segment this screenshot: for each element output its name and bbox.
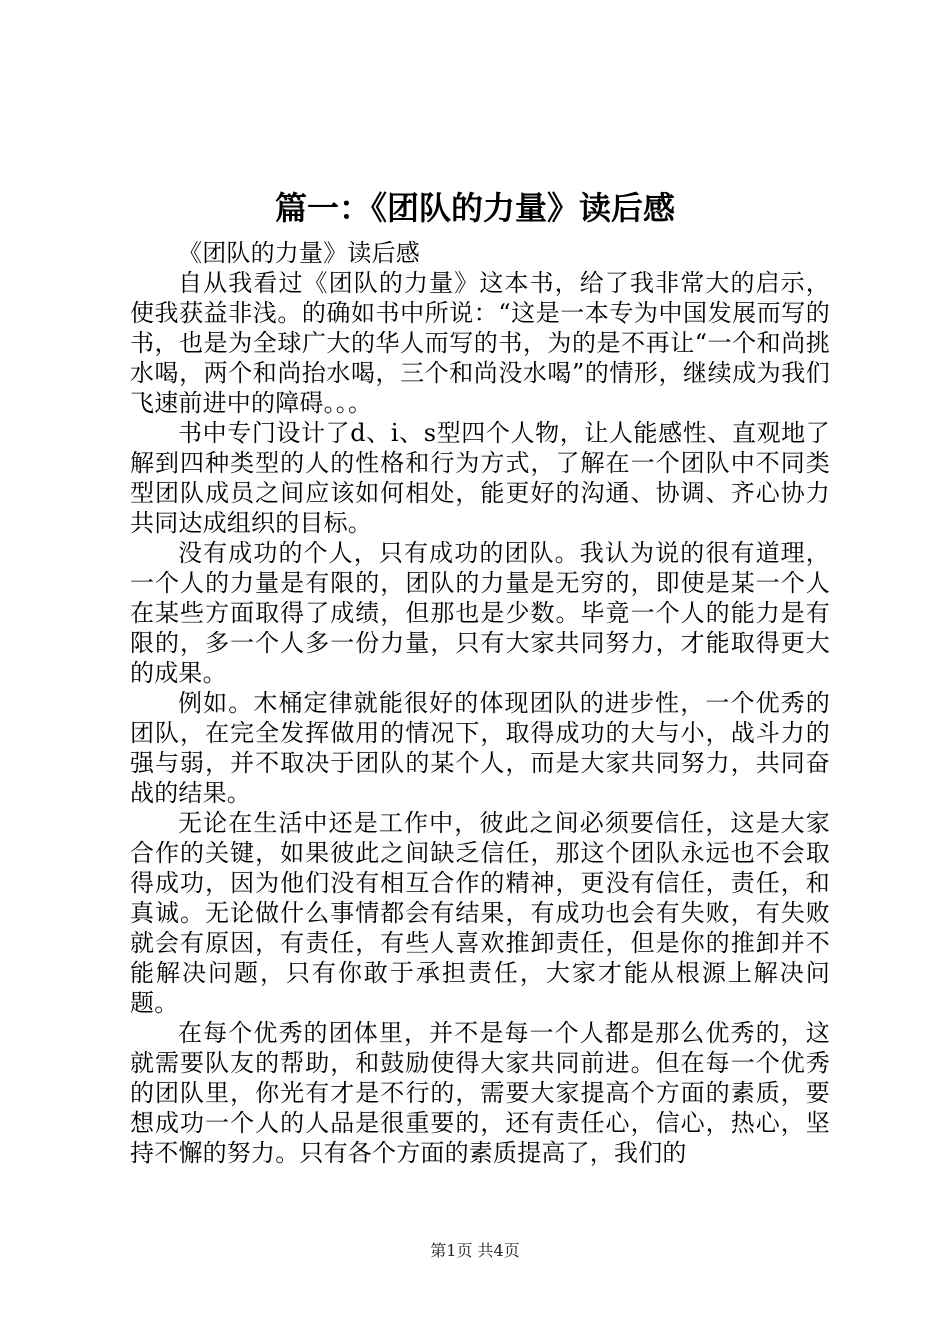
paragraph-2: 书中专门设计了d、i、s型四个人物，让人能感性、直观地了解到四种类型的人的性格和行为方式，了解在一个团队中不同类型团队成员之间应该如何相处，能更好的沟通、协调、齐心协力共同达成组织的目标。: [130, 419, 830, 537]
paragraph-4: 例如。木桶定律就能很好的体现团队的进步性，一个优秀的团队，在完全发挥做用的情况下，取得成功的大与小，战斗力的强与弱，并不取决于团队的某个人，而是大家共同努力，共同奋战的结果。: [130, 689, 830, 807]
paragraph-1: 自从我看过《团队的力量》这本书，给了我非常大的启示，使我获益非浅。的确如书中所说：“这是一本专为中国发展而写的书，也是为全球广大的华人而写的书，为的是不再让“一个和尚挑水喝，两个和尚抬水喝，三个和尚没水喝”的情形，继续成为我们飞速前进中的障碍。。。: [130, 269, 830, 417]
page-number-footer: 第1页 共4页: [430, 1241, 520, 1260]
document-subtitle: 《团队的力量》读后感: [178, 239, 420, 267]
paragraph-6: 在每个优秀的团体里，并不是每一个人都是那么优秀的，这就需要队友的帮助，和鼓励使得大家共同前进。但在每一个优秀的团队里，你光有才是不行的，需要大家提高个方面的素质，要想成功一个人的人品是很重要的，还有责任心，信心，热心，坚持不懈的努力。只有各个方面的素质提高了，我们的: [130, 1019, 830, 1167]
paragraph-5: 无论在生活中还是工作中，彼此之间必须要信任，这是大家合作的关键，如果彼此之间缺乏信任，那这个团队永远也不会取得成功，因为他们没有相互合作的精神，更没有信任，责任，和真诚。无论做什么事情都会有结果，有成功也会有失败，有失败就会有原因，有责任，有些人喜欢推卸责任，但是你的推卸并不能解决问题，只有你敢于承担责任，大家才能从根源上解决问题。: [130, 809, 830, 1017]
paragraph-3: 没有成功的个人，只有成功的团队。我认为说的很有道理，一个人的力量是有限的，团队的力量是无穷的，即使是某一个人在某些方面取得了成绩，但那也是少数。毕竟一个人的能力是有限的，多一个人多一份力量，只有大家共同努力，才能取得更大的成果。: [130, 539, 830, 687]
document-title: 篇一：《团队的力量》读后感: [274, 189, 675, 227]
document-body: [130, 238, 830, 1168]
